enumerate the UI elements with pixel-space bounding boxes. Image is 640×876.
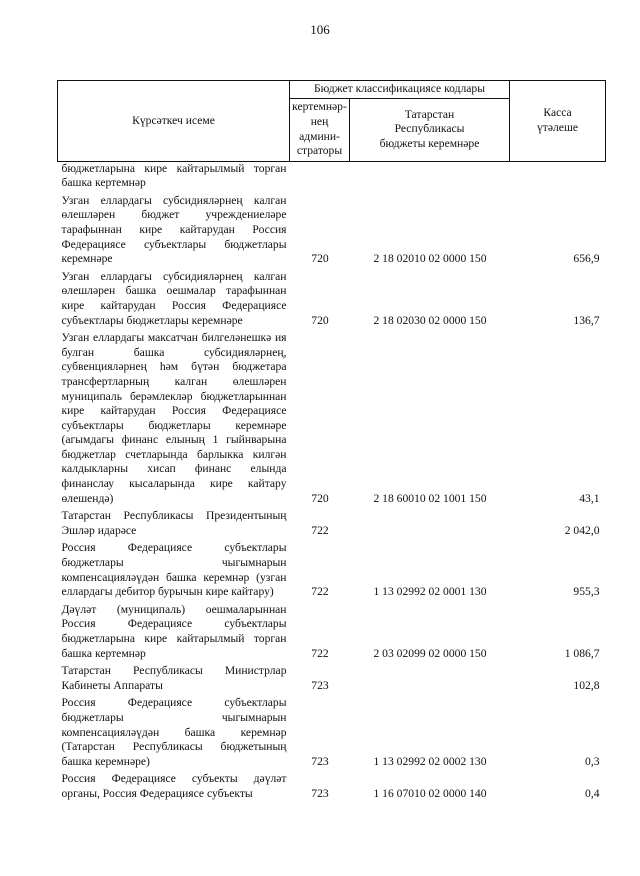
- row-budget-code: [350, 509, 510, 541]
- row-kassa-value: 0,3: [585, 754, 600, 768]
- header-indicator-name: Күрсәткеч исеме: [58, 81, 290, 162]
- header-budget-codes: Бюджет классификациясе кодлары: [290, 81, 510, 99]
- row-name: Россия Федерациясе субъекты дәүләт органы, Россия Федерациясе субъекты: [61, 772, 287, 800]
- table-row: [58, 161, 606, 194]
- row-budget-code: 1 16 07010 02 0000 140: [373, 786, 487, 800]
- row-kassa-value: 2 042,0: [564, 523, 600, 537]
- header-kassa: Касса үтәлеше: [510, 81, 606, 162]
- row-kassa-value: 1 086,7: [564, 646, 600, 660]
- table-row: [58, 603, 606, 664]
- row-name: Татарстан Республикасы Министрлар Кабинеты Аппараты: [61, 664, 287, 692]
- header-tatarstan-revenues: Татарстан Республикасы бюджеты керемнәре: [350, 98, 510, 161]
- row-name: Татарстан Республикасы Президентының Эшләр идарәсе: [61, 509, 287, 537]
- row-name: Узган еллардагы субсидияләрнең калган өлешләрен башка оешмалар тарафыннан кире кайтарудан Россия Федерациясе субъектлары бюджетлары керемнәре: [61, 269, 287, 327]
- row-admin-code: 723: [311, 786, 329, 800]
- table-row: [58, 194, 606, 270]
- row-budget-code: 2 18 02030 02 0000 150: [373, 313, 487, 327]
- row-kassa-value: 656,9: [573, 252, 600, 266]
- row-admin-code: 722: [311, 646, 329, 660]
- row-budget-code: 1 13 02992 02 0001 130: [373, 585, 487, 599]
- row-name: Россия Федерациясе субъектлары бюджетлары чыгымнарын компенсацияләүдән башка керемнәр (узган еллардагы дебитор бурычын кире кайтару): [61, 541, 287, 599]
- row-budget-code: 2 03 02099 02 0000 150: [373, 646, 487, 660]
- row-kassa-value: [510, 161, 606, 194]
- table-row: [58, 331, 606, 509]
- table-row: [58, 541, 606, 602]
- budget-table: [57, 80, 606, 805]
- row-name: Узган еллардагы максатчан билгеләнешкә ия булган башка субсидияләрнең, субвенцияләрнең һәм бүтән бюджетара трансфертларның калган өлешләрен муниципаль берәмлекләр бюджетларыннан кире кайтарудан Россия Федерациясе субъектлары бюджетлары керемнәре (агымдагы финанс елының 1 гыйнварына бюджетлар счетларында барлыкка килгән калдыкларны хисап финанс елында финанслау кысаларында кире кайтару өлешендә): [61, 331, 287, 505]
- row-kassa-value: 43,1: [579, 491, 600, 505]
- row-admin-code: 723: [311, 678, 329, 692]
- row-budget-code: 1 13 02992 02 0002 130: [373, 754, 487, 768]
- row-admin-code: [290, 161, 350, 194]
- row-admin-code: 720: [311, 491, 329, 505]
- row-kassa-value: 136,7: [573, 313, 600, 327]
- row-budget-code: [350, 664, 510, 696]
- row-budget-code: 2 18 60010 02 1001 150: [373, 491, 487, 505]
- row-budget-code: 2 18 02010 02 0000 150: [373, 252, 487, 266]
- page-number: 106: [310, 22, 330, 37]
- table-row: [58, 509, 606, 541]
- row-admin-code: 722: [311, 585, 329, 599]
- header-admin: кертемнәр- нең админи- страторы: [290, 98, 350, 161]
- row-admin-code: 720: [311, 252, 329, 266]
- table-row: [58, 270, 606, 331]
- table-row: [58, 772, 606, 804]
- row-admin-code: 720: [311, 313, 329, 327]
- row-budget-code: [350, 161, 510, 194]
- row-kassa-value: 102,8: [573, 678, 600, 692]
- row-kassa-value: 0,4: [585, 786, 600, 800]
- table-row: [58, 664, 606, 696]
- row-admin-code: 722: [311, 523, 329, 537]
- table-row: [58, 696, 606, 772]
- row-name: Россия Федерациясе субъектлары бюджетлары чыгымнарын компенсацияләүдән башка керемнәр (Татарстан Республикасы бюджетының башка керемнәре): [61, 696, 287, 768]
- row-kassa-value: 955,3: [573, 585, 600, 599]
- row-name: Узган еллардагы субсидияләрнең калган өлешләрен бюджет учреждениеләре тарафыннан кире кайтарудан Россия Федерациясе субъектлары бюджетлары керемнәре: [61, 193, 287, 266]
- row-admin-code: 723: [311, 754, 329, 768]
- row-name: Дәүләт (муниципаль) оешмаларыннан Россия Федерациясе субъектлары бюджетларына кире кайтарылмый торган башка кертемнәр: [61, 602, 287, 660]
- row-name: бюджетларына кире кайтарылмый торган башка кертемнәр: [61, 161, 287, 190]
